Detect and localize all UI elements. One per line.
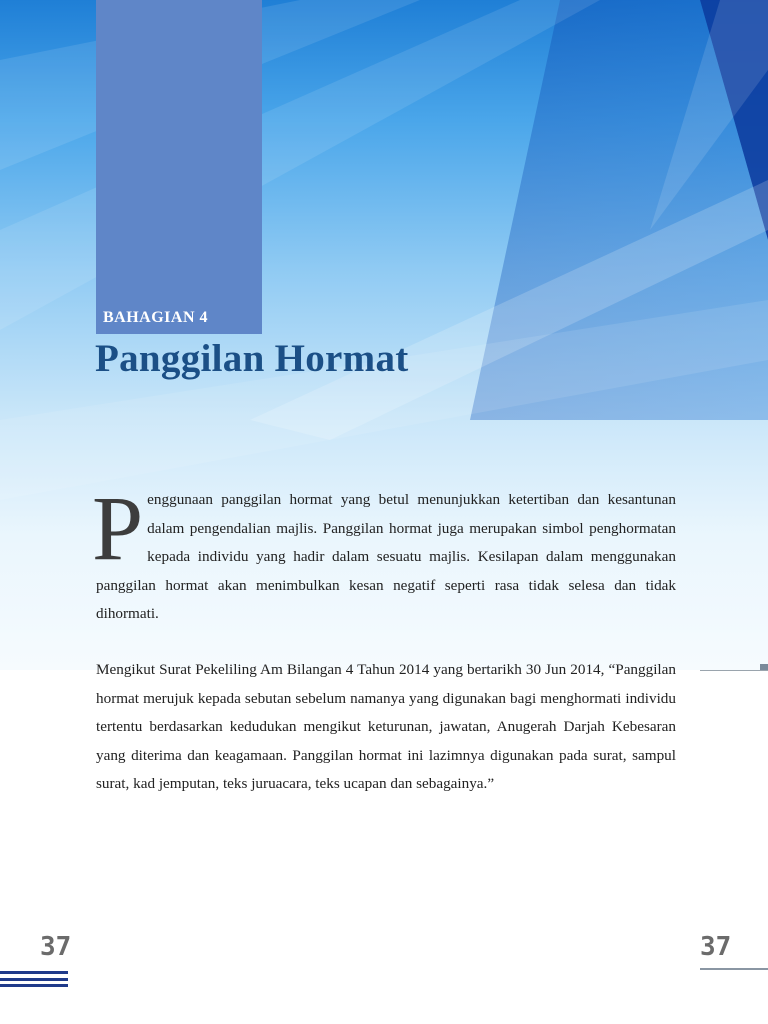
- page-title: Panggilan Hormat: [95, 337, 409, 380]
- footer-stripe: [0, 978, 68, 981]
- section-label: BAHAGIAN 4: [103, 309, 209, 326]
- drop-cap: P: [92, 477, 144, 579]
- intro-paragraph: [92, 477, 676, 629]
- divider-line: [700, 670, 768, 671]
- page-number-right: 37: [700, 932, 732, 962]
- footer-rule: [700, 968, 768, 970]
- intro-text: enggunaan panggilan hormat yang betul menunjukkan ketertiban dan kesantunan dalam pengendalian majlis. Panggilan hormat juga merupakan simbol penghormatan kepada individu yang hadir dalam sesuatu majlis. Kesilapan dalam menggunakan panggilan hormat akan menimbulkan kesan negatif seperti rasa tidak selesa dan tidak dihormati.: [96, 491, 676, 622]
- corner-mark: [760, 664, 768, 670]
- footer-stripe: [0, 971, 68, 974]
- footer-stripe: [0, 984, 68, 987]
- quote-paragraph: Mengikut Surat Pekeliling Am Bilangan 4 Tahun 2014 yang bertarikh 30 Jun 2014, “Panggilan hormat merujuk kepada sebutan sebelum namanya yang digunakan bagi menghormati individu tertentu berdasarkan kedudukan mengikut keturunan, jawatan, Anugerah Darjah Kebesaran yang diterima dan keagamaan. Panggilan hormat ini lazimnya digunakan pada surat, sampul surat, kad jemputan, teks juruacara, teks ucapan dan sebagainya.”: [96, 661, 676, 792]
- section-tab: [96, 0, 262, 334]
- page-number-left: 37: [40, 932, 72, 962]
